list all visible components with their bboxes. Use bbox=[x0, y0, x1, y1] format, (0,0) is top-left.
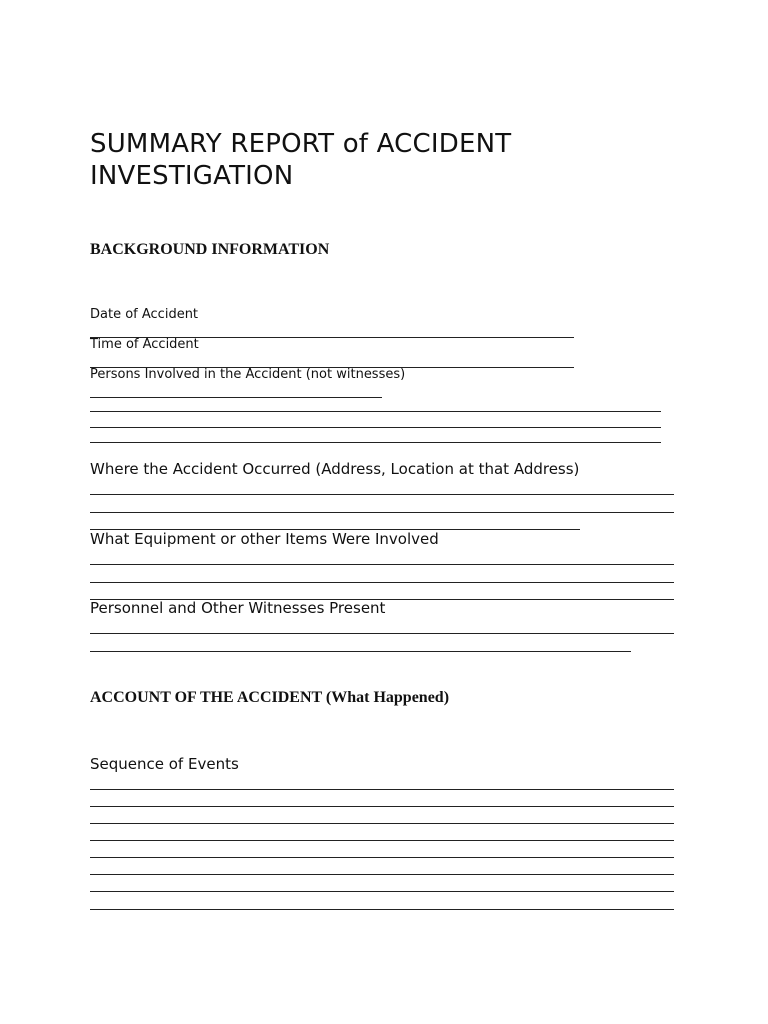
sequence-line-8[interactable] bbox=[90, 909, 674, 910]
background-heading: BACKGROUND INFORMATION bbox=[90, 241, 330, 258]
sequence-line-6[interactable] bbox=[90, 874, 674, 875]
witnesses-line-2[interactable] bbox=[90, 651, 631, 652]
time-label: Time of Accident bbox=[90, 337, 199, 352]
persons-line-4[interactable] bbox=[90, 442, 661, 443]
sequence-line-5[interactable] bbox=[90, 857, 674, 858]
where-line-2[interactable] bbox=[90, 512, 674, 513]
sequence-line-1[interactable] bbox=[90, 789, 674, 790]
persons-label: Persons Involved in the Accident (not witnesses) bbox=[90, 367, 406, 382]
sequence-line-2[interactable] bbox=[90, 806, 674, 807]
sequence-line-7[interactable] bbox=[90, 891, 674, 892]
equipment-label: What Equipment or other Items Were Involved bbox=[90, 530, 439, 548]
equipment-line-2[interactable] bbox=[90, 582, 674, 583]
persons-line-1[interactable] bbox=[90, 397, 382, 398]
sequence-line-3[interactable] bbox=[90, 823, 674, 824]
sequence-label: Sequence of Events bbox=[90, 755, 239, 773]
where-label: Where the Accident Occurred (Address, Location at that Address) bbox=[90, 460, 580, 478]
witnesses-line-1[interactable] bbox=[90, 633, 674, 634]
account-heading: ACCOUNT OF THE ACCIDENT (What Happened) bbox=[90, 689, 450, 706]
sequence-line-4[interactable] bbox=[90, 840, 674, 841]
persons-line-2[interactable] bbox=[90, 411, 661, 412]
where-line-1[interactable] bbox=[90, 494, 674, 495]
document-title: SUMMARY REPORT of ACCIDENT INVESTIGATION bbox=[90, 129, 512, 191]
equipment-line-1[interactable] bbox=[90, 564, 674, 565]
persons-line-3[interactable] bbox=[90, 427, 661, 428]
date-label: Date of Accident bbox=[90, 307, 199, 322]
witnesses-label: Personnel and Other Witnesses Present bbox=[90, 599, 386, 617]
